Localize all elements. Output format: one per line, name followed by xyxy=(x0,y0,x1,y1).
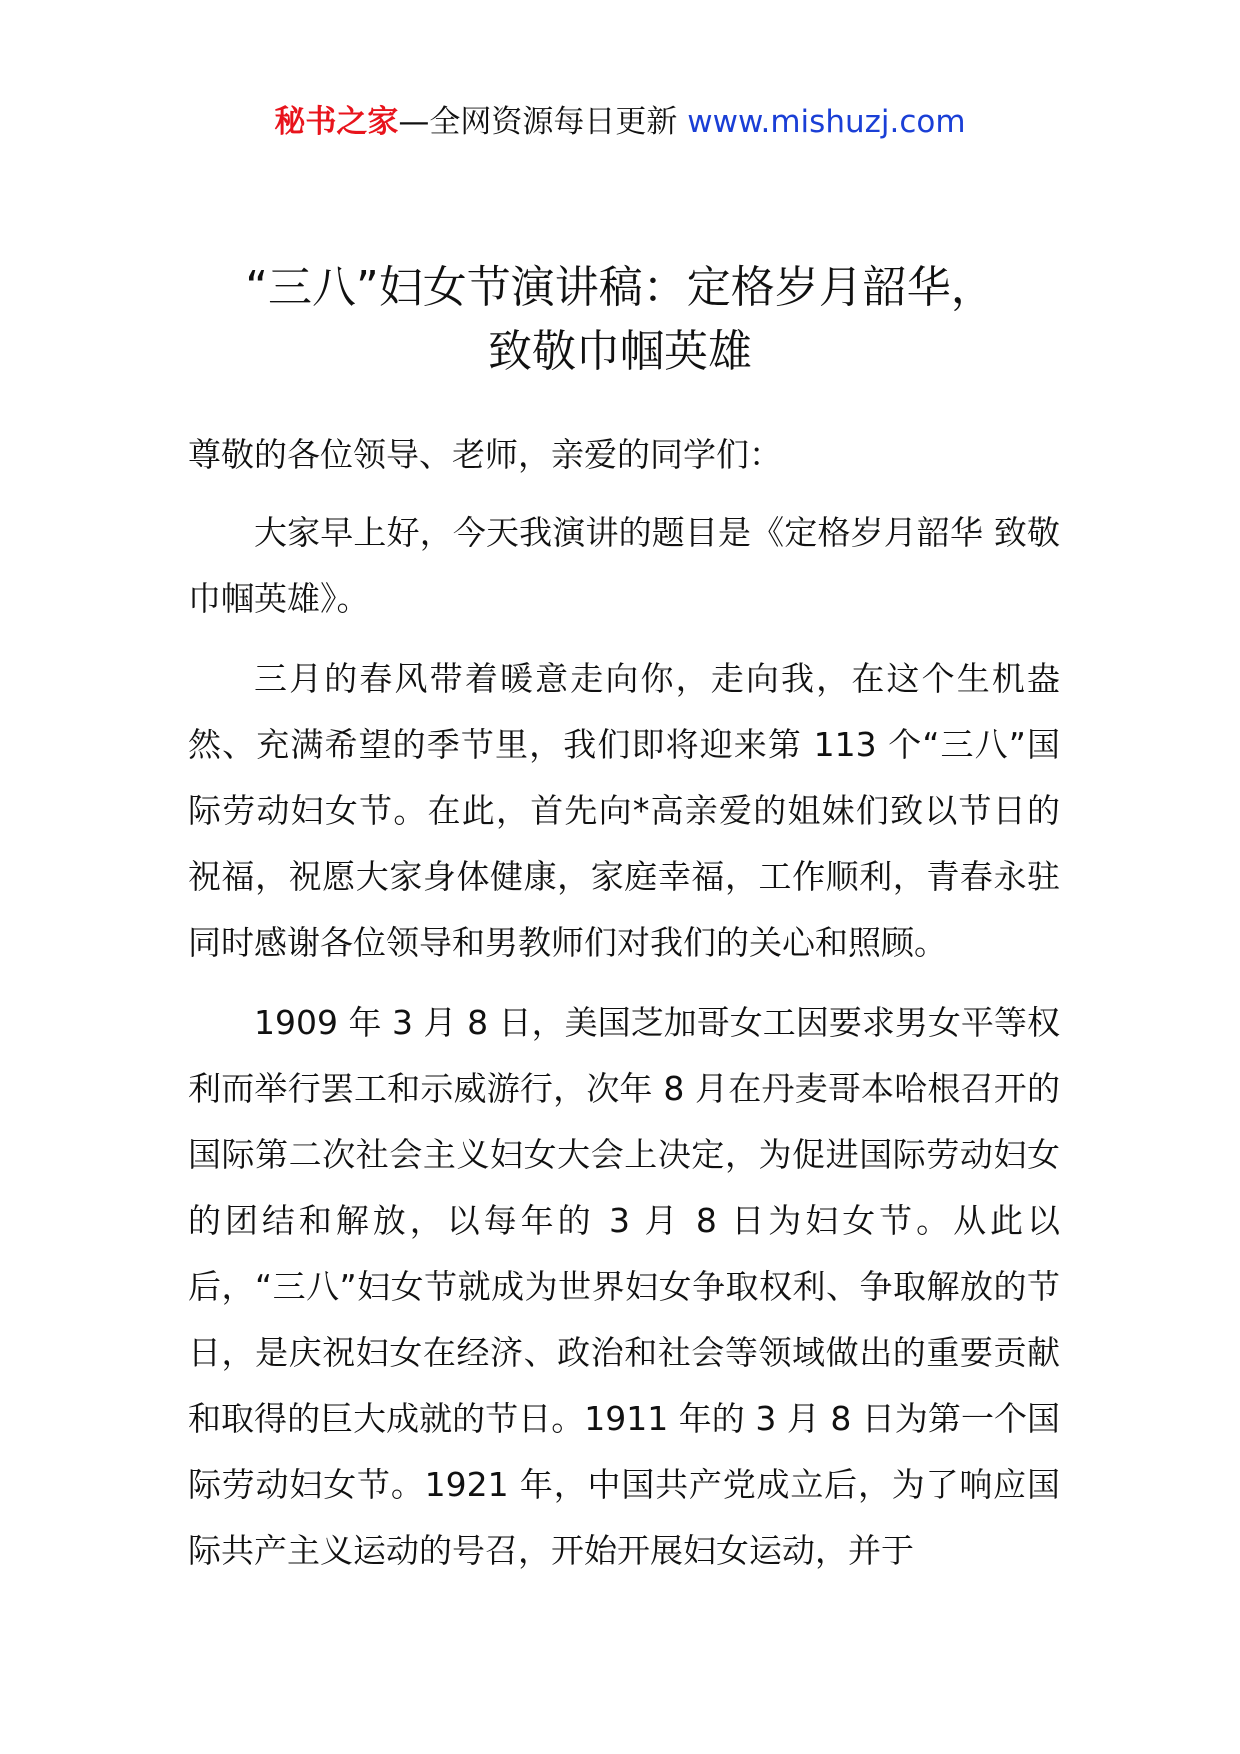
header-tagline: —全网资源每日更新 xyxy=(398,104,688,140)
paragraph: 大家早上好，今天我演讲的题目是《定格岁月韶华 致敬巾帼英雄》。 xyxy=(188,513,1060,618)
title-line-2: 致敬巾帼英雄 xyxy=(488,326,752,377)
paragraph: 1909 年 3 月 8 日，美国芝加哥女工因要求男女平等权利而举行罢工和示威游行，次年 8 月在丹麦哥本哈根召开的国际第二次社会主义妇女大会上决定，为促进国际劳动妇女的团结和解放，以每年的 3 月 8 日为妇女节。从此以后，“三八”妇女节就成为世界妇女争取权利、争取解放的节日，是庆祝妇女在经济、政治和社会等领域做出的重要贡献和取得的巨大成就的节日。1911 年的 3 月 8 日为第一个国际劳动妇女节。1921 年，中国共产党成立后，为了响应国际共产主义运动的号召，开始开展妇女运动，并于 xyxy=(188,1003,1060,1570)
title-line-1: “三八”妇女节演讲稿：定格岁月韶华， xyxy=(245,262,995,313)
document-title xyxy=(160,256,1080,384)
salutation: 尊敬的各位领导、老师，亲爱的同学们： xyxy=(188,435,782,474)
page-header xyxy=(0,100,1240,144)
website-link[interactable]: www.mishuzj.com xyxy=(687,104,966,140)
document-body xyxy=(188,422,1060,1598)
brand-name: 秘书之家 xyxy=(274,104,399,140)
paragraph: 三月的春风带着暖意走向你，走向我，在这个生机盎然、充满希望的季节里，我们即将迎来第 113 个“三八”国际劳动妇女节。在此，首先向*高亲爱的姐妹们致以节日的祝福，祝愿大家身体健康，家庭幸福，工作顺利，青春永驻同时感谢各位领导和男教师们对我们的关心和照顾。 xyxy=(188,659,1060,962)
